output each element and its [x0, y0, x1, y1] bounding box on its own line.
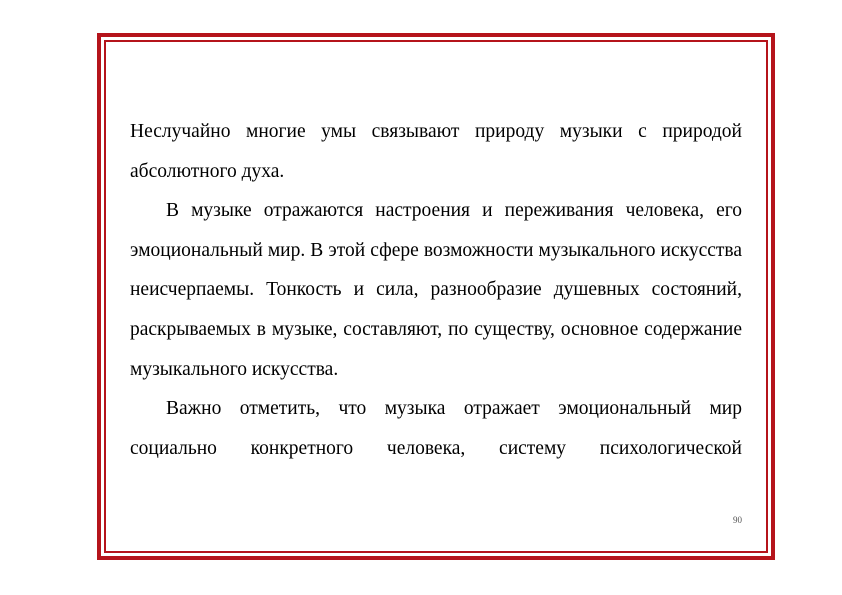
page-number: 90	[733, 515, 742, 525]
paragraph-3: Важно отметить, что музыка отражает эмоциональный мир социально конкретного человека, систему психологической	[130, 398, 742, 459]
paragraph-2: В музыке отражаются настроения и переживания человека, его эмоциональный мир. В этой сфере возможности музыкального искусства неисчерпаемы. Тонкость и сила, разнообразие душевных состояний, раскрываемых в музыке, составляют, по существу, основное содержание музыкального искусства.	[130, 200, 742, 380]
paragraph-1: Неслучайно многие умы связывают природу музыки с природой абсолютного духа.	[130, 121, 742, 182]
body-text	[130, 112, 742, 468]
